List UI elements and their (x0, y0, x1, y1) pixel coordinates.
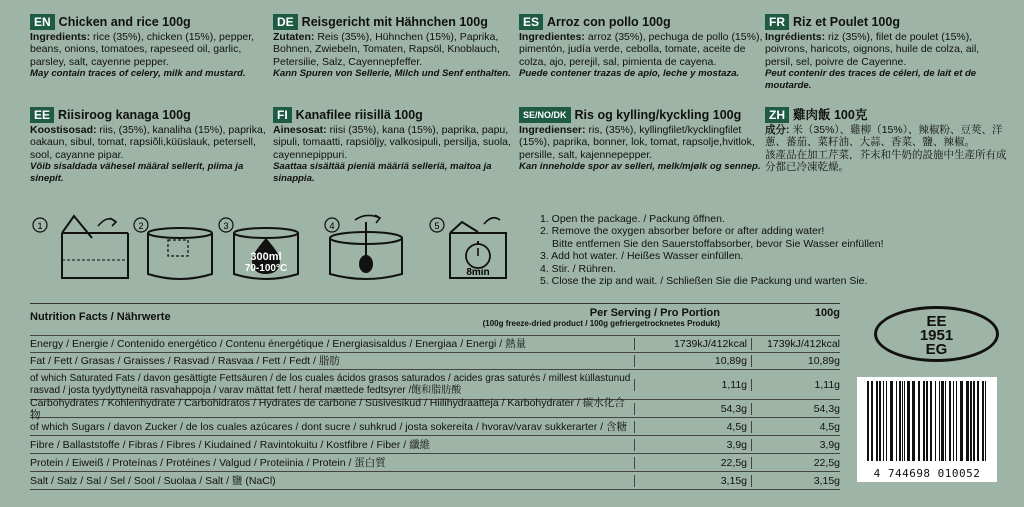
allergen-note: Kan inneholde spor av selleri, melk/mjølk og sennep. (519, 160, 761, 172)
nutrient-value-100g: 1,11g (751, 379, 840, 391)
step-line: 4. Stir. / Rühren. (540, 262, 616, 275)
ingredients-label: Ingredients: (30, 31, 91, 43)
table-row (30, 335, 840, 352)
nutrient-label: Fat / Fett / Grasas / Graisses / Rasvad / Rasvaa / Fett / Fedt / 脂肪 (30, 355, 340, 367)
ingredients-text: riis, (35%), kanaliha (15%), paprika, oakaun, sibul, tomat, rapsiõli,küüslauk, petersell, sool, cayanne pipar. (30, 124, 266, 161)
nutrient-value-100g: 4,5g (751, 421, 840, 433)
ingredients-label: Koostisosad: (30, 124, 97, 136)
lang-block-zh (765, 107, 1010, 173)
allergen-note: May contain traces of celery, milk and mustard. (30, 67, 246, 79)
nutrient-label: of which Saturated Fats / davon gesättigte Fettsäuren / de los cuales ácidos grasos saturados / acides gras saturés / millest küllastunud rasvad / josta tyydyttyneitä rasvahappoja / varav mättat fett / heraf mættede fedtsyrer /飽和脂肪酸 (30, 372, 631, 396)
lang-tag: DE (273, 14, 298, 30)
barcode-bar (960, 381, 963, 461)
barcode-bar (973, 381, 975, 461)
barcode-bar (902, 381, 903, 461)
product-title: 雞肉飯 100克 (793, 107, 868, 122)
barcode (857, 377, 997, 482)
step-line: 2. Remove the oxygen absorber before or after adding water! (540, 225, 825, 238)
product-title: Riz et Poulet 100g (793, 14, 900, 29)
barcode-bar (890, 381, 893, 461)
barcode-number: 4 744698 010052 (873, 467, 981, 480)
lang-tag: SE/NO/DK (519, 107, 571, 123)
lang-tag: FI (273, 107, 292, 123)
ingredients-text: ris, (35%), kyllingfilet/kycklingfilet (15%), paprika, bonner, lok, tomat, rapsolje,hvitlok, persille, salt, kajennepepper. (519, 124, 755, 161)
ingredients-text: rice (35%), chicken (15%), pepper, beans, onions, tomatoes, rapeseed oil, garlic, parsley, salt, cayenne pepper. (30, 31, 255, 68)
col-100g: 100g (814, 307, 840, 319)
allergen-note: Võib sisaldada vähesel määral sellerit, piima ja sinepit. (30, 160, 244, 185)
nutrient-label: Salt / Salz / Sal / Sel / Sool / Suolaa / Salt / 鹽 (NaCl) (30, 474, 276, 487)
product-title: Ris og kylling/kyckling 100g (574, 107, 742, 122)
nutrient-value-100g: 3,9g (751, 439, 840, 451)
barcode-bar (945, 381, 946, 461)
barcode-bar (876, 381, 878, 461)
step-line: 1. Open the package. / Packung öffnen. (540, 213, 725, 225)
ingredients-label: Ingredientes: (519, 31, 585, 43)
nutrient-label: Fibre / Ballaststoffe / Fibras / Fibres / Kiudained / Ravintokuitu / Kostfibre / Fiber / 纖維 (30, 438, 431, 451)
ingredients-label: Ainesosat: (273, 124, 327, 136)
nutrient-value-serving: 3,9g (634, 439, 751, 451)
barcode-bar (949, 381, 951, 461)
lang-block-fi (273, 107, 518, 185)
barcode-bar (904, 381, 905, 461)
lang-tag: ES (519, 14, 543, 30)
oval-country: EE (926, 313, 947, 330)
ingredients-label: Ingredienser: (519, 124, 586, 136)
lang-tag: ZH (765, 107, 789, 123)
barcode-bar (886, 381, 887, 461)
nutrient-value-serving: 1,11g (634, 379, 751, 391)
col-per-serving-sub: (100g freeze-dried product / 100g gefriergetrocknetes Produkt) (482, 319, 720, 328)
barcode-bar (982, 381, 984, 461)
ingredients-text: riisi (35%), kana (15%), paprika, papu, sipuli, tomaatti, rapsiöljy, valkosipuli, persilja, suola, cayennepippuri. (273, 124, 511, 161)
water-volume: 300ml (250, 251, 282, 263)
product-title: Chicken and rice 100g (58, 14, 191, 29)
barcode-bar (923, 381, 925, 461)
barcode-bar (956, 381, 957, 461)
barcode-bar (871, 381, 873, 461)
nutrient-value-serving: 22,5g (634, 457, 751, 469)
step-number-4: 4 (329, 221, 335, 231)
barcode-bar (970, 381, 972, 461)
nutrient-value-serving: 54,3g (634, 403, 751, 415)
lang-tag: EN (30, 14, 55, 30)
lang-block-se-no-dk (519, 107, 764, 173)
product-title: Riisiroog kanaga 100g (58, 107, 191, 122)
allergen-note: Puede contener trazas de apio, leche y mostaza. (519, 67, 740, 79)
ingredients-label: 成分: (765, 124, 790, 136)
barcode-bar (953, 381, 954, 461)
nutrient-label: Protein / Eiweiß / Proteínas / Protéines / Valgud / Proteiinia / Protein / 蛋白質 (30, 456, 386, 469)
wait-time: 8min (466, 267, 490, 278)
ingredients-text: 米（35%）、雞柳（15%）、辣椒粉、豆莢、洋蔥、蕃茄、菜籽油、大蒜、香菜、鹽、辣椒。 (765, 124, 1003, 149)
col-per-serving: Per Serving / Pro Portion (589, 307, 720, 319)
oval-number: 1951 (919, 327, 954, 344)
nutrient-label: of which Sugars / davon Zucker / de los cuales azúcares / dont sucre / suhkrud / josta sokereita / hvorav/varav sukkerarter / 含糖 (30, 420, 628, 433)
allergen-note: Saattaa sisältää pieniä määriä selleriä, maitoa ja sinappia. (273, 160, 492, 185)
product-title: Reisgericht mit Hähnchen 100g (301, 14, 488, 29)
lang-tag: EE (30, 107, 54, 123)
table-row (30, 471, 840, 490)
step-number-2: 2 (138, 221, 144, 231)
barcode-bar (883, 381, 884, 461)
barcode-bar (941, 381, 944, 461)
ingredients-text: Reis (35%), Hühnchen (15%), Paprika, Bohnen, Zwiebeln, Tomaten, Rapsöl, Knoblauch, Petersilie, Salz, Cayennepfeffer. (273, 31, 500, 68)
barcode-bar (867, 381, 869, 461)
barcode-bar (899, 381, 901, 461)
barcode-bars (857, 381, 997, 469)
product-title: Kanafilee riisillä 100g (295, 107, 423, 122)
nutrient-value-serving: 4,5g (634, 421, 751, 433)
table-row (30, 352, 840, 369)
barcode-bar (966, 381, 969, 461)
lang-block-fr (765, 14, 1010, 92)
nutrient-value-serving: 1739kJ/412kcal (634, 338, 751, 350)
nutrition-title: Nutrition Facts / Nährwerte (30, 311, 171, 323)
ingredients-label: Zutaten: (273, 31, 315, 43)
barcode-bar (896, 381, 897, 461)
step-line: Bitte entfernen Sie den Sauerstoffabsorber, bevor Sie Wasser einfüllen! (552, 237, 884, 250)
barcode-bar (935, 381, 936, 461)
nutrient-value-100g: 22,5g (751, 457, 840, 469)
nutrient-value-serving: 10,89g (634, 355, 751, 367)
nutrition-header (30, 303, 840, 335)
barcode-bar (879, 381, 881, 461)
nutrient-value-100g: 1739kJ/412kcal (751, 338, 840, 350)
nutrient-value-100g: 3,15g (751, 475, 840, 487)
step-number-5: 5 (434, 221, 440, 231)
oval-eg: EG (925, 341, 948, 358)
barcode-bar (907, 381, 910, 461)
barcode-bar (930, 381, 932, 461)
step-number-3: 3 (223, 221, 229, 231)
nutrient-label: Carbohydrates / Kohlenhydrate / Carbohidratos / Hydrates de carbone / Süsivesikud / Hiilihydraatteja / Karbohydrater / 碳水化合物 (30, 396, 625, 421)
barcode-bar (939, 381, 940, 461)
lang-block-de (273, 14, 518, 80)
preparation-steps (540, 213, 884, 287)
table-row (30, 453, 840, 471)
product-title: Arroz con pollo 100g (547, 14, 671, 29)
barcode-bar (977, 381, 979, 461)
nutrition-table (30, 303, 840, 490)
table-row (30, 369, 840, 399)
nutrient-value-serving: 3,15g (634, 475, 751, 487)
step-line: 3. Add hot water. / Heißes Wasser einfüllen. (540, 250, 744, 263)
step-line: 5. Close the zip and wait. / Schließen Sie die Packung und warten Sie. (540, 275, 868, 288)
water-temperature: 70-100°C (244, 263, 288, 274)
lang-block-en (30, 14, 275, 80)
preparation-icons-svg (30, 208, 520, 288)
lang-block-ee (30, 107, 275, 185)
facility-note: 該產品在加工芹菜，芥末和牛奶的設施中生產所有成分都已冷凍乾燥。 (765, 148, 1007, 173)
preparation-icons (30, 208, 520, 288)
ingredients-text: arroz (35%), pechuga de pollo (15%), pimentón, judía verde, cebolla, tomate, aceite de colza, ajo, perejil, sal, pimienta de cayena. (519, 31, 763, 68)
table-row (30, 435, 840, 453)
allergen-note: Kann Spuren von Sellerie, Milch und Senf enthalten. (273, 67, 511, 79)
lang-tag: FR (765, 14, 789, 30)
barcode-bar (912, 381, 915, 461)
barcode-bar (918, 381, 920, 461)
nutrient-value-100g: 10,89g (751, 355, 840, 367)
table-row (30, 396, 840, 421)
ec-identification-mark (874, 306, 999, 362)
barcode-bar (985, 381, 986, 461)
nutrient-label: Energy / Energie / Contenido energético / Contenu énergétique / Energiasisaldus / Energiaa / Energi / 熱量 (30, 338, 527, 350)
barcode-bar (926, 381, 928, 461)
nutrient-value-100g: 54,3g (751, 403, 840, 415)
ingredients-text: riz (35%), filet de poulet (15%), poivrons, haricots, oignons, huile de colza, ail, persil, sel, poivre de Cayenne. (765, 31, 980, 68)
step-number-1: 1 (37, 221, 43, 231)
allergen-note: Peut contenir des traces de céleri, de lait et de moutarde. (765, 67, 977, 92)
lang-block-es (519, 14, 764, 80)
table-row (30, 417, 840, 435)
ingredients-label: Ingrédients: (765, 31, 826, 43)
